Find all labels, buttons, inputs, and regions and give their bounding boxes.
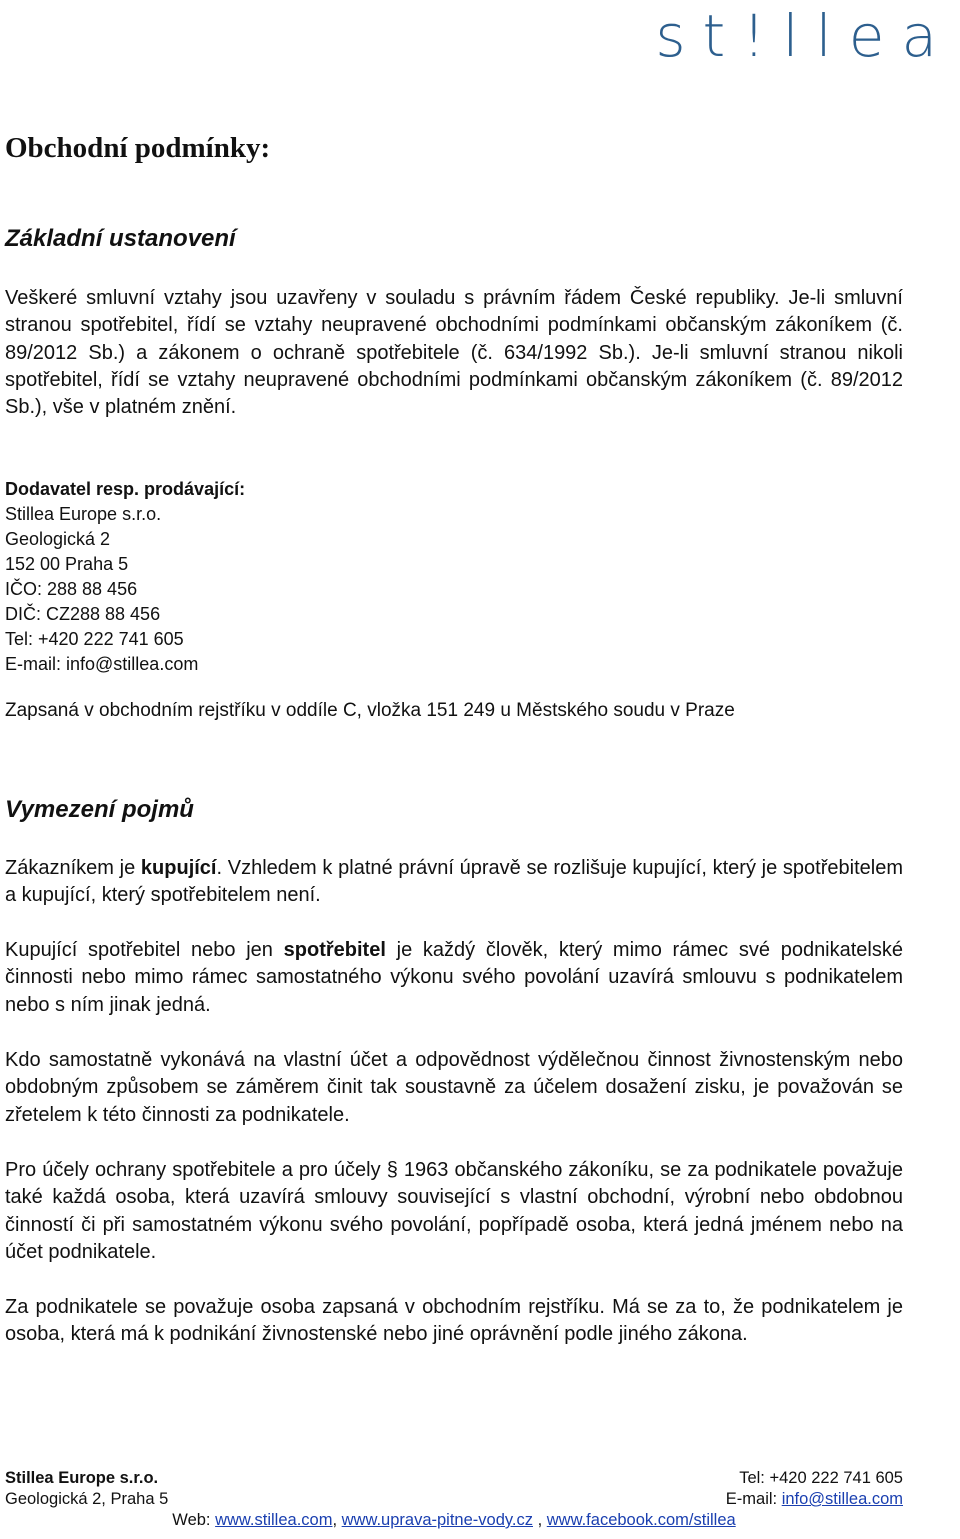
supplier-block <box>5 477 605 677</box>
definitions-paragraph-1: Zákazníkem je kupující. Vzhledem k platné právní úpravě se rozlišuje kupující, který je spotřebitelem a kupující, který spotřebitelem není. <box>5 857 903 907</box>
footer-web-link-uprava[interactable]: www.uprava-pitne-vody.cz <box>341 1511 533 1529</box>
page-title: Obchodní podmínky: <box>5 132 271 164</box>
footer-tel: Tel: +420 222 741 605 <box>739 1469 903 1487</box>
section-heading-basic-provisions: Základní ustanovení <box>5 225 236 252</box>
footer-email-link[interactable]: info@stillea.com <box>781 1490 903 1508</box>
supplier-email: E-mail: info@stillea.com <box>5 654 199 674</box>
footer-web-link-stillea[interactable]: www.stillea.com <box>215 1511 333 1529</box>
footer-email-row: E-mail: info@stillea.com <box>725 1490 903 1508</box>
definitions-paragraph-5: Za podnikatele se považuje osoba zapsaná v obchodním rejstříku. Má se za to, že podnikatelem je osoba, která má k podnikání živnostenské nebo jiné oprávnění podle jiného zákona. <box>5 1296 903 1346</box>
footer-company: Stillea Europe s.r.o. <box>5 1469 159 1487</box>
registry-note: Zapsaná v obchodním rejstříku v oddíle C, vložka 151 249 u Městského soudu v Praze <box>5 700 735 721</box>
supplier-street: Geologická 2 <box>5 529 111 549</box>
definitions-paragraph-2: Kupující spotřebitel nebo jen spotřebitel je každý člověk, který mimo rámec své podnikatelské činnosti nebo mimo rámec samostatného výkonu svého povolání uzavírá smlouvu s podnikatelem nebo s ním jinak jedná. <box>5 939 903 1016</box>
footer-address: Geologická 2, Praha 5 <box>5 1490 169 1508</box>
definitions-paragraph-3: Kdo samostatně vykonává na vlastní účet a odpovědnost výdělečnou činnost živnostenským nebo obdobným způsobem se záměrem činit tak soustavně za účelem dosažení zisku, je považován se zřetelem k této činnosti za podnikatele. <box>5 1049 903 1126</box>
stillea-logo: st!llea <box>655 2 954 70</box>
basic-provisions-paragraph: Veškeré smluvní vztahy jsou uzavřeny v souladu s právním řádem České republiky. Je-li smluvní stranou spotřebitel, řídí se vztahy neupravené obchodními podmínkami občanským zákoníkem (č. 89/2012 Sb.) a zákonem o ochraně spotřebitele (č. 634/1992 Sb.). Je-li smluvní stranou nikoli spotřebitel, řídí se vztahy neupravené obchodními podmínkami občanským zákoníkem (č. 89/2012 Sb.), vše v platném znění. <box>5 287 903 419</box>
definitions-paragraph-4: Pro účely ochrany spotřebitele a pro účely § 1963 občanského zákoníku, se za podnikatele považuje také každá osoba, která uzavírá smlouvy související s vlastní obchodní, výrobní nebo obdobnou činností či při samostatném výkonu svého povolání, popřípadě osoba, která jedná jménem nebo na účet podnikatele. <box>5 1159 903 1263</box>
supplier-company: Stillea Europe s.r.o. <box>5 504 162 524</box>
footer-web-link-facebook[interactable]: www.facebook.com/stillea <box>546 1511 736 1529</box>
page-footer <box>5 1468 903 1531</box>
term-kupujici: kupující <box>140 857 217 879</box>
supplier-label: Dodavatel resp. prodávající: <box>5 479 246 499</box>
term-spotrebitel: spotřebitel <box>283 939 386 961</box>
supplier-dic: DIČ: CZ288 88 456 <box>5 604 161 624</box>
section-heading-definitions: Vymezení pojmů <box>5 796 194 823</box>
footer-web-row: Web: www.stillea.com, www.uprava-pitne-vody.cz , www.facebook.com/stillea <box>172 1511 736 1529</box>
supplier-tel: Tel: +420 222 741 605 <box>5 629 184 649</box>
supplier-city: 152 00 Praha 5 <box>5 554 129 574</box>
supplier-ico: IČO: 288 88 456 <box>5 579 138 599</box>
